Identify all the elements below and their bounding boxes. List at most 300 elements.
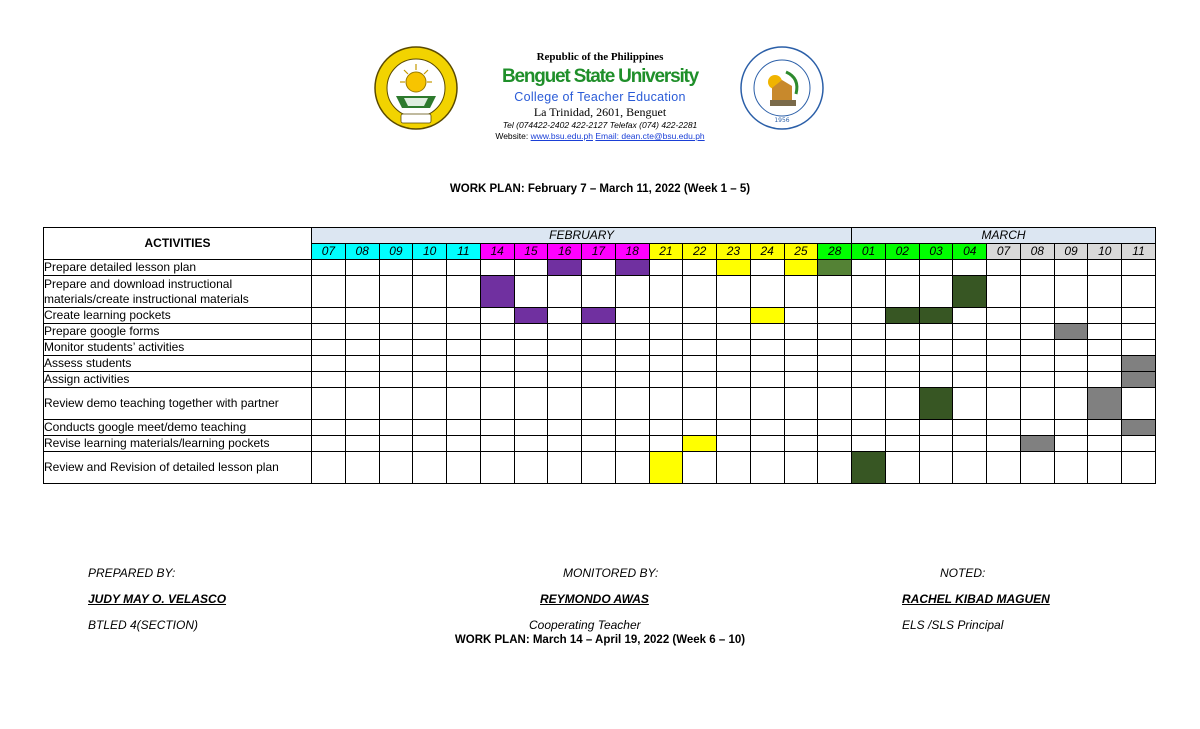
scheduled-cell [548, 260, 582, 276]
schedule-cell [987, 308, 1021, 324]
schedule-cell [717, 388, 751, 420]
schedule-cell [514, 340, 548, 356]
schedule-cell [717, 436, 751, 452]
schedule-cell [750, 276, 784, 308]
schedule-cell [649, 420, 683, 436]
scheduled-cell [514, 308, 548, 324]
schedule-cell [885, 260, 919, 276]
month-header: MARCH [852, 228, 1156, 244]
schedule-cell [818, 324, 852, 340]
schedule-cell [447, 436, 481, 452]
schedule-cell [379, 276, 413, 308]
schedule-cell [480, 324, 514, 340]
schedule-cell [615, 276, 649, 308]
college-name: College of Teacher Education [514, 90, 686, 104]
schedule-cell [447, 324, 481, 340]
schedule-cell [548, 356, 582, 372]
address: La Trinidad, 2601, Benguet [533, 105, 667, 119]
schedule-cell [683, 276, 717, 308]
schedule-cell [312, 436, 346, 452]
schedule-cell [345, 436, 379, 452]
schedule-cell [312, 324, 346, 340]
cte-seal-year: 1956 [774, 117, 790, 124]
scheduled-cell [480, 276, 514, 308]
activity-row [44, 260, 1156, 276]
schedule-cell [413, 420, 447, 436]
schedule-cell [750, 340, 784, 356]
schedule-cell [750, 260, 784, 276]
schedule-cell [615, 372, 649, 388]
schedule-cell [1088, 372, 1122, 388]
schedule-cell [1122, 340, 1156, 356]
schedule-cell [852, 340, 886, 356]
schedule-cell [447, 388, 481, 420]
schedule-cell [548, 452, 582, 484]
schedule-cell [1088, 452, 1122, 484]
day-header: 11 [1122, 244, 1156, 260]
schedule-cell [514, 260, 548, 276]
schedule-cell [1122, 276, 1156, 308]
schedule-cell [514, 420, 548, 436]
schedule-cell [953, 420, 987, 436]
schedule-cell [1088, 308, 1122, 324]
schedule-cell [548, 324, 582, 340]
schedule-cell [717, 452, 751, 484]
schedule-cell [750, 372, 784, 388]
schedule-cell [312, 260, 346, 276]
schedule-cell [1054, 260, 1088, 276]
activity-row [44, 308, 1156, 324]
schedule-cell [615, 420, 649, 436]
schedule-cell [480, 340, 514, 356]
schedule-cell [649, 372, 683, 388]
day-header: 07 [987, 244, 1021, 260]
schedule-cell [447, 260, 481, 276]
schedule-cell [379, 260, 413, 276]
schedule-cell [345, 420, 379, 436]
schedule-cell [649, 388, 683, 420]
prepared-by-label: PREPARED BY: [88, 566, 176, 580]
schedule-cell [1020, 420, 1054, 436]
schedule-cell [784, 324, 818, 340]
schedule-cell [1054, 372, 1088, 388]
schedule-cell [1054, 436, 1088, 452]
schedule-cell [312, 372, 346, 388]
schedule-cell [582, 436, 616, 452]
schedule-cell [683, 308, 717, 324]
schedule-cell [1122, 452, 1156, 484]
schedule-cell [413, 356, 447, 372]
day-header: 17 [582, 244, 616, 260]
activity-label: Review and Revision of detailed lesson plan [44, 452, 312, 484]
noted-role: ELS /SLS Principal [902, 618, 1004, 632]
schedule-cell [919, 276, 953, 308]
schedule-cell [312, 356, 346, 372]
schedule-cell [953, 372, 987, 388]
schedule-cell [312, 452, 346, 484]
schedule-cell [987, 276, 1021, 308]
schedule-cell [649, 324, 683, 340]
schedule-cell [852, 324, 886, 340]
prepared-by-role: BTLED 4(SECTION) [88, 618, 199, 632]
schedule-cell [683, 452, 717, 484]
schedule-cell [683, 260, 717, 276]
schedule-cell [1088, 420, 1122, 436]
schedule-cell [987, 452, 1021, 484]
schedule-cell [987, 324, 1021, 340]
schedule-cell [750, 420, 784, 436]
activity-label: Prepare google forms [44, 324, 312, 340]
cte-seal-logo [740, 46, 824, 130]
schedule-cell [1020, 276, 1054, 308]
schedule-cell [683, 324, 717, 340]
schedule-cell [919, 436, 953, 452]
schedule-cell [413, 276, 447, 308]
schedule-cell [480, 308, 514, 324]
schedule-cell [784, 452, 818, 484]
schedule-cell [818, 340, 852, 356]
schedule-cell [413, 260, 447, 276]
schedule-cell [885, 324, 919, 340]
schedule-cell [345, 260, 379, 276]
schedule-cell [615, 436, 649, 452]
schedule-cell [379, 452, 413, 484]
schedule-cell [919, 372, 953, 388]
schedule-cell [514, 356, 548, 372]
schedule-cell [582, 260, 616, 276]
schedule-cell [885, 372, 919, 388]
schedule-cell [379, 324, 413, 340]
schedule-cell [1088, 436, 1122, 452]
work-plan-title-2: WORK PLAN: March 14 – April 19, 2022 (Week 6 – 10) [454, 634, 746, 646]
scheduled-cell [1054, 324, 1088, 340]
schedule-cell [649, 436, 683, 452]
schedule-cell [1020, 356, 1054, 372]
activity-row [44, 436, 1156, 452]
schedule-cell [1020, 324, 1054, 340]
website-line [470, 131, 730, 142]
schedule-cell [447, 308, 481, 324]
noted-label: NOTED: [940, 566, 986, 580]
day-header: 15 [514, 244, 548, 260]
schedule-cell [582, 324, 616, 340]
schedule-cell [582, 340, 616, 356]
schedule-cell [1020, 388, 1054, 420]
schedule-cell [447, 276, 481, 308]
scheduled-cell [1020, 436, 1054, 452]
schedule-cell [953, 324, 987, 340]
schedule-cell [480, 420, 514, 436]
schedule-cell [852, 276, 886, 308]
scheduled-cell [649, 452, 683, 484]
schedule-cell [1088, 324, 1122, 340]
schedule-cell [1020, 260, 1054, 276]
schedule-cell [379, 372, 413, 388]
schedule-cell [1122, 308, 1156, 324]
schedule-cell [717, 308, 751, 324]
schedule-cell [683, 388, 717, 420]
day-header: 08 [345, 244, 379, 260]
schedule-cell [750, 324, 784, 340]
schedule-cell [1088, 276, 1122, 308]
day-header: 08 [1020, 244, 1054, 260]
schedule-cell [987, 436, 1021, 452]
day-header: 10 [413, 244, 447, 260]
day-header: 24 [750, 244, 784, 260]
scheduled-cell [1122, 420, 1156, 436]
schedule-cell [818, 452, 852, 484]
month-header-row [44, 228, 1156, 244]
activity-label: Assign activities [44, 372, 312, 388]
schedule-cell [683, 420, 717, 436]
schedule-cell [615, 324, 649, 340]
schedule-cell [1122, 324, 1156, 340]
schedule-cell [1054, 340, 1088, 356]
schedule-cell [852, 356, 886, 372]
schedule-cell [919, 324, 953, 340]
schedule-cell [919, 356, 953, 372]
schedule-cell [953, 260, 987, 276]
day-header: 25 [784, 244, 818, 260]
schedule-cell [582, 372, 616, 388]
schedule-cell [345, 372, 379, 388]
schedule-cell [885, 420, 919, 436]
scheduled-cell [1122, 356, 1156, 372]
schedule-cell [548, 388, 582, 420]
schedule-cell [379, 436, 413, 452]
activity-label: Review demo teaching together with partner [44, 388, 312, 420]
schedule-cell [312, 420, 346, 436]
schedule-cell [413, 372, 447, 388]
schedule-cell [987, 340, 1021, 356]
schedule-cell [818, 356, 852, 372]
schedule-cell [987, 356, 1021, 372]
schedule-cell [1054, 452, 1088, 484]
schedule-cell [1054, 308, 1088, 324]
schedule-cell [345, 276, 379, 308]
website-label: Website: [495, 131, 529, 141]
schedule-cell [750, 452, 784, 484]
scheduled-cell [953, 276, 987, 308]
schedule-cell [784, 372, 818, 388]
day-header: 09 [379, 244, 413, 260]
day-header: 28 [818, 244, 852, 260]
scheduled-cell [683, 436, 717, 452]
schedule-cell [818, 420, 852, 436]
schedule-cell [885, 436, 919, 452]
day-header: 14 [480, 244, 514, 260]
activity-row [44, 372, 1156, 388]
schedule-cell [784, 356, 818, 372]
schedule-cell [582, 356, 616, 372]
schedule-cell [1020, 372, 1054, 388]
activity-label: Revise learning materials/learning pockets [44, 436, 312, 452]
schedule-cell [1020, 340, 1054, 356]
schedule-cell [379, 420, 413, 436]
schedule-cell [919, 420, 953, 436]
schedule-cell [413, 452, 447, 484]
schedule-cell [312, 388, 346, 420]
schedule-cell [345, 340, 379, 356]
schedule-cell [480, 452, 514, 484]
scheduled-cell [784, 260, 818, 276]
schedule-cell [480, 260, 514, 276]
day-header: 10 [1088, 244, 1122, 260]
schedule-cell [919, 340, 953, 356]
schedule-cell [1054, 420, 1088, 436]
schedule-cell [852, 308, 886, 324]
schedule-cell [379, 356, 413, 372]
schedule-cell [1054, 388, 1088, 420]
schedule-cell [548, 420, 582, 436]
schedule-cell [919, 260, 953, 276]
schedule-cell [1020, 452, 1054, 484]
activity-row [44, 356, 1156, 372]
schedule-cell [683, 340, 717, 356]
schedule-cell [919, 452, 953, 484]
schedule-cell [784, 420, 818, 436]
schedule-cell [447, 420, 481, 436]
schedule-cell [1088, 356, 1122, 372]
schedule-cell [649, 356, 683, 372]
scheduled-cell [1088, 388, 1122, 420]
scheduled-cell [1122, 372, 1156, 388]
schedule-cell [1054, 276, 1088, 308]
activity-label: Conducts google meet/demo teaching [44, 420, 312, 436]
schedule-cell [480, 436, 514, 452]
schedule-cell [717, 340, 751, 356]
day-header: 11 [447, 244, 481, 260]
schedule-cell [852, 420, 886, 436]
schedule-cell [312, 308, 346, 324]
work-plan-title-1: WORK PLAN: February 7 – March 11, 2022 (Week 1 – 5) [449, 183, 751, 195]
schedule-cell [480, 388, 514, 420]
telephone: Tel (074422-2402 422-2127 Telefax (074) 422-2281 [502, 120, 698, 130]
schedule-cell [717, 356, 751, 372]
activity-label: Create learning pockets [44, 308, 312, 324]
schedule-cell [1088, 260, 1122, 276]
schedule-cell [818, 276, 852, 308]
work-plan-table [43, 227, 1156, 484]
day-header: 23 [717, 244, 751, 260]
schedule-cell [717, 420, 751, 436]
schedule-cell [615, 308, 649, 324]
schedule-cell [514, 436, 548, 452]
schedule-cell [885, 388, 919, 420]
schedule-cell [548, 436, 582, 452]
monitored-by-role: Cooperating Teacher [529, 618, 641, 632]
scheduled-cell [919, 388, 953, 420]
month-header: FEBRUARY [312, 228, 852, 244]
activity-row [44, 452, 1156, 484]
schedule-cell [683, 372, 717, 388]
schedule-cell [717, 372, 751, 388]
schedule-cell [582, 388, 616, 420]
day-header: 21 [649, 244, 683, 260]
schedule-cell [615, 356, 649, 372]
schedule-cell [379, 340, 413, 356]
schedule-cell [413, 308, 447, 324]
schedule-cell [784, 276, 818, 308]
schedule-cell [818, 388, 852, 420]
schedule-cell [514, 372, 548, 388]
schedule-cell [717, 276, 751, 308]
scheduled-cell [615, 260, 649, 276]
scheduled-cell [885, 308, 919, 324]
schedule-cell [649, 276, 683, 308]
schedule-cell [413, 388, 447, 420]
schedule-cell [818, 436, 852, 452]
schedule-cell [987, 388, 1021, 420]
prepared-by-name: JUDY MAY O. VELASCO [88, 592, 227, 606]
noted-name: RACHEL KIBAD MAGUEN [902, 592, 1050, 606]
schedule-cell [615, 340, 649, 356]
schedule-cell [447, 452, 481, 484]
schedule-cell [885, 340, 919, 356]
schedule-cell [1122, 260, 1156, 276]
email-link[interactable]: Email: dean.cte@bsu.edu.ph [595, 131, 705, 141]
schedule-cell [784, 388, 818, 420]
schedule-cell [953, 436, 987, 452]
schedule-cell [953, 340, 987, 356]
schedule-cell [885, 356, 919, 372]
schedule-cell [514, 276, 548, 308]
activity-label: Prepare detailed lesson plan [44, 260, 312, 276]
schedule-cell [413, 340, 447, 356]
schedule-cell [750, 436, 784, 452]
schedule-cell [987, 372, 1021, 388]
schedule-cell [447, 356, 481, 372]
scheduled-cell [852, 452, 886, 484]
activity-label: Monitor students’ activities [44, 340, 312, 356]
schedule-cell [1020, 308, 1054, 324]
schedule-cell [345, 324, 379, 340]
schedule-cell [852, 436, 886, 452]
day-header: 01 [852, 244, 886, 260]
activity-row [44, 420, 1156, 436]
schedule-cell [548, 340, 582, 356]
schedule-cell [649, 340, 683, 356]
activities-header: ACTIVITIES [44, 228, 312, 260]
day-header: 03 [919, 244, 953, 260]
schedule-cell [345, 388, 379, 420]
schedule-cell [615, 388, 649, 420]
schedule-cell [413, 436, 447, 452]
schedule-cell [852, 260, 886, 276]
schedule-cell [852, 372, 886, 388]
schedule-cell [649, 260, 683, 276]
schedule-cell [345, 356, 379, 372]
schedule-cell [953, 356, 987, 372]
schedule-cell [818, 308, 852, 324]
day-header: 16 [548, 244, 582, 260]
day-header: 22 [683, 244, 717, 260]
schedule-cell [582, 420, 616, 436]
schedule-cell [683, 356, 717, 372]
website-link[interactable]: www.bsu.edu.ph [530, 131, 593, 141]
schedule-cell [1122, 388, 1156, 420]
university-letterhead [470, 50, 730, 142]
day-header: 04 [953, 244, 987, 260]
schedule-cell [312, 276, 346, 308]
schedule-cell [480, 372, 514, 388]
republic-label: Republic of the Philippines [536, 51, 664, 63]
scheduled-cell [750, 308, 784, 324]
schedule-cell [312, 340, 346, 356]
schedule-cell [784, 436, 818, 452]
schedule-cell [582, 276, 616, 308]
activity-row [44, 388, 1156, 420]
